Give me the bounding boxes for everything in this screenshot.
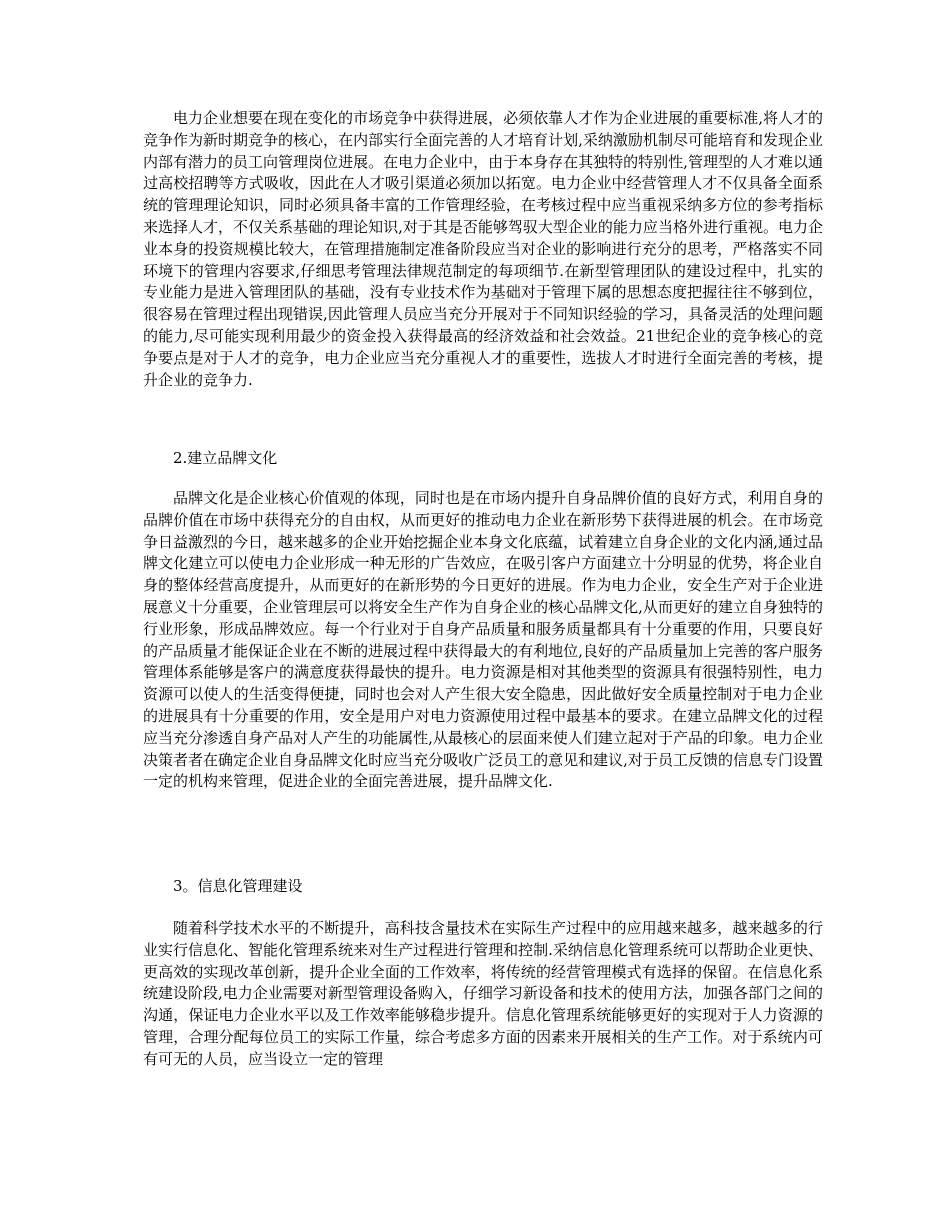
paragraph-brand-culture: 品牌文化是企业核心价值观的体现，同时也是在市场内提升自身品牌价值的良好方式，利用自身的品牌价值在市场中获得充分的自由权，从而更好的推动电力企业在新形势下获得进展的机会。在市场竞争日益激烈的今日，越来越多的企业开始挖掘企业本身文化底蕴，试着建立自身企业的文化内涵,通过品牌文化建立可以使电力企业形成一种无形的广告效应，在吸引客户方面建立十分明显的优势，将企业自身的整体经营高度提升，从而更好的在新形势的今日更好的进展。作为电力企业，安全生产对于企业进展意义十分重要，企业管理层可以将安全生产作为自身企业的核心品牌文化,从而更好的建立自身独特的行业形象，形成品牌效应。每一个行业对于自身产品质量和服务质量都具有十分重要的作用，只要良好的产品质量才能保证企业在不断的进展过程中获得最大的有利地位,良好的产品质量加上完善的客户服务管理体系能够是客户的满意度获得最快的提升。电力资源是相对其他类型的资源具有很强特别性，电力资源可以使人的生活变得便捷，同时也会对人产生很大安全隐患，因此做好安全质量控制对于电力企业的进展具有十分重要的作用，安全是用户对电力资源使用过程中最基本的要求。在建立品牌文化的过程应当充分渗透自身产品对人产生的功能属性,从最核心的层面来使人们建立起对于产品的印象。电力企业决策者者在确定企业自身品牌文化时应当充分吸收广泛员工的意见和建议,对于员工反馈的信息专门设置一定的机构来管理，促进企业的全面完善进展，提升品牌文化. <box>143 489 823 791</box>
section-heading-brand-culture: 2.建立品牌文化 <box>173 449 278 467</box>
section-heading-information-management: 3。信息化管理建设 <box>173 877 303 895</box>
paragraph-information-management: 随着科学技术水平的不断提升，高科技含量技术在实际生产过程中的应用越来越多，越来越多的行业实行信息化、智能化管理系统来对生产过程进行管理和控制.采纳信息化管理系统可以帮助企业更快、更高效的实现改革创新，提升企业全面的工作效率，将传统的经营管理模式有选择的保留。在信息化系统建设阶段,电力企业需要对新型管理设备购入，仔细学习新设备和技术的使用方法，加强各部门之间的沟通，保证电力企业水平以及工作效率能够稳步提升。信息化管理系统能够更好的实现对于人力资源的管理，合理分配每位员工的实际工作量，综合考虑多方面的因素来开展相关的生产工作。对于系统内可有可无的人员，应当设立一定的管理 <box>143 919 823 1068</box>
paragraph-talent-competition: 电力企业想要在现在变化的市场竞争中获得进展，必须依靠人才作为企业进展的重要标准,将人才的竞争作为新时期竞争的核心，在内部实行全面完善的人才培育计划,采纳激励机制尽可能培育和发现企业内部有潜力的员工向管理岗位进展。在电力企业中，由于本身存在其独特的特别性,管理型的人才难以通过高校招聘等方式吸收，因此在人才吸引渠道必须加以拓宽。电力企业中经营管理人才不仅具备全面系统的管理理论知识，同时必须具备丰富的工作管理经验，在考核过程中应当重视采纳多方位的参考指标来选择人才，不仅关系基础的理论知识,对于其是否能够驾驭大型企业的能力应当格外进行重视。电力企业本身的投资规模比较大，在管理措施制定准备阶段应当对企业的影响进行充分的思考，严格落实不同环境下的管理内容要求,仔细思考管理法律规范制定的每项细节.在新型管理团队的建设过程中，扎实的专业能力是进入管理团队的基础，没有专业技术作为基础对于管理下属的思想态度把握往往不够到位，很容易在管理过程出现错误,因此管理人员应当充分开展对于不同知识经验的学习，具备灵活的处理问题的能力,尽可能实现利用最少的资金投入获得最高的经济效益和社会效益。21世纪企业的竞争核心的竞争要点是对于人才的竞争，电力企业应当充分重视人才的重要性，选拔人才时进行全面完善的考核，提升企业的竞争力. <box>143 109 823 389</box>
